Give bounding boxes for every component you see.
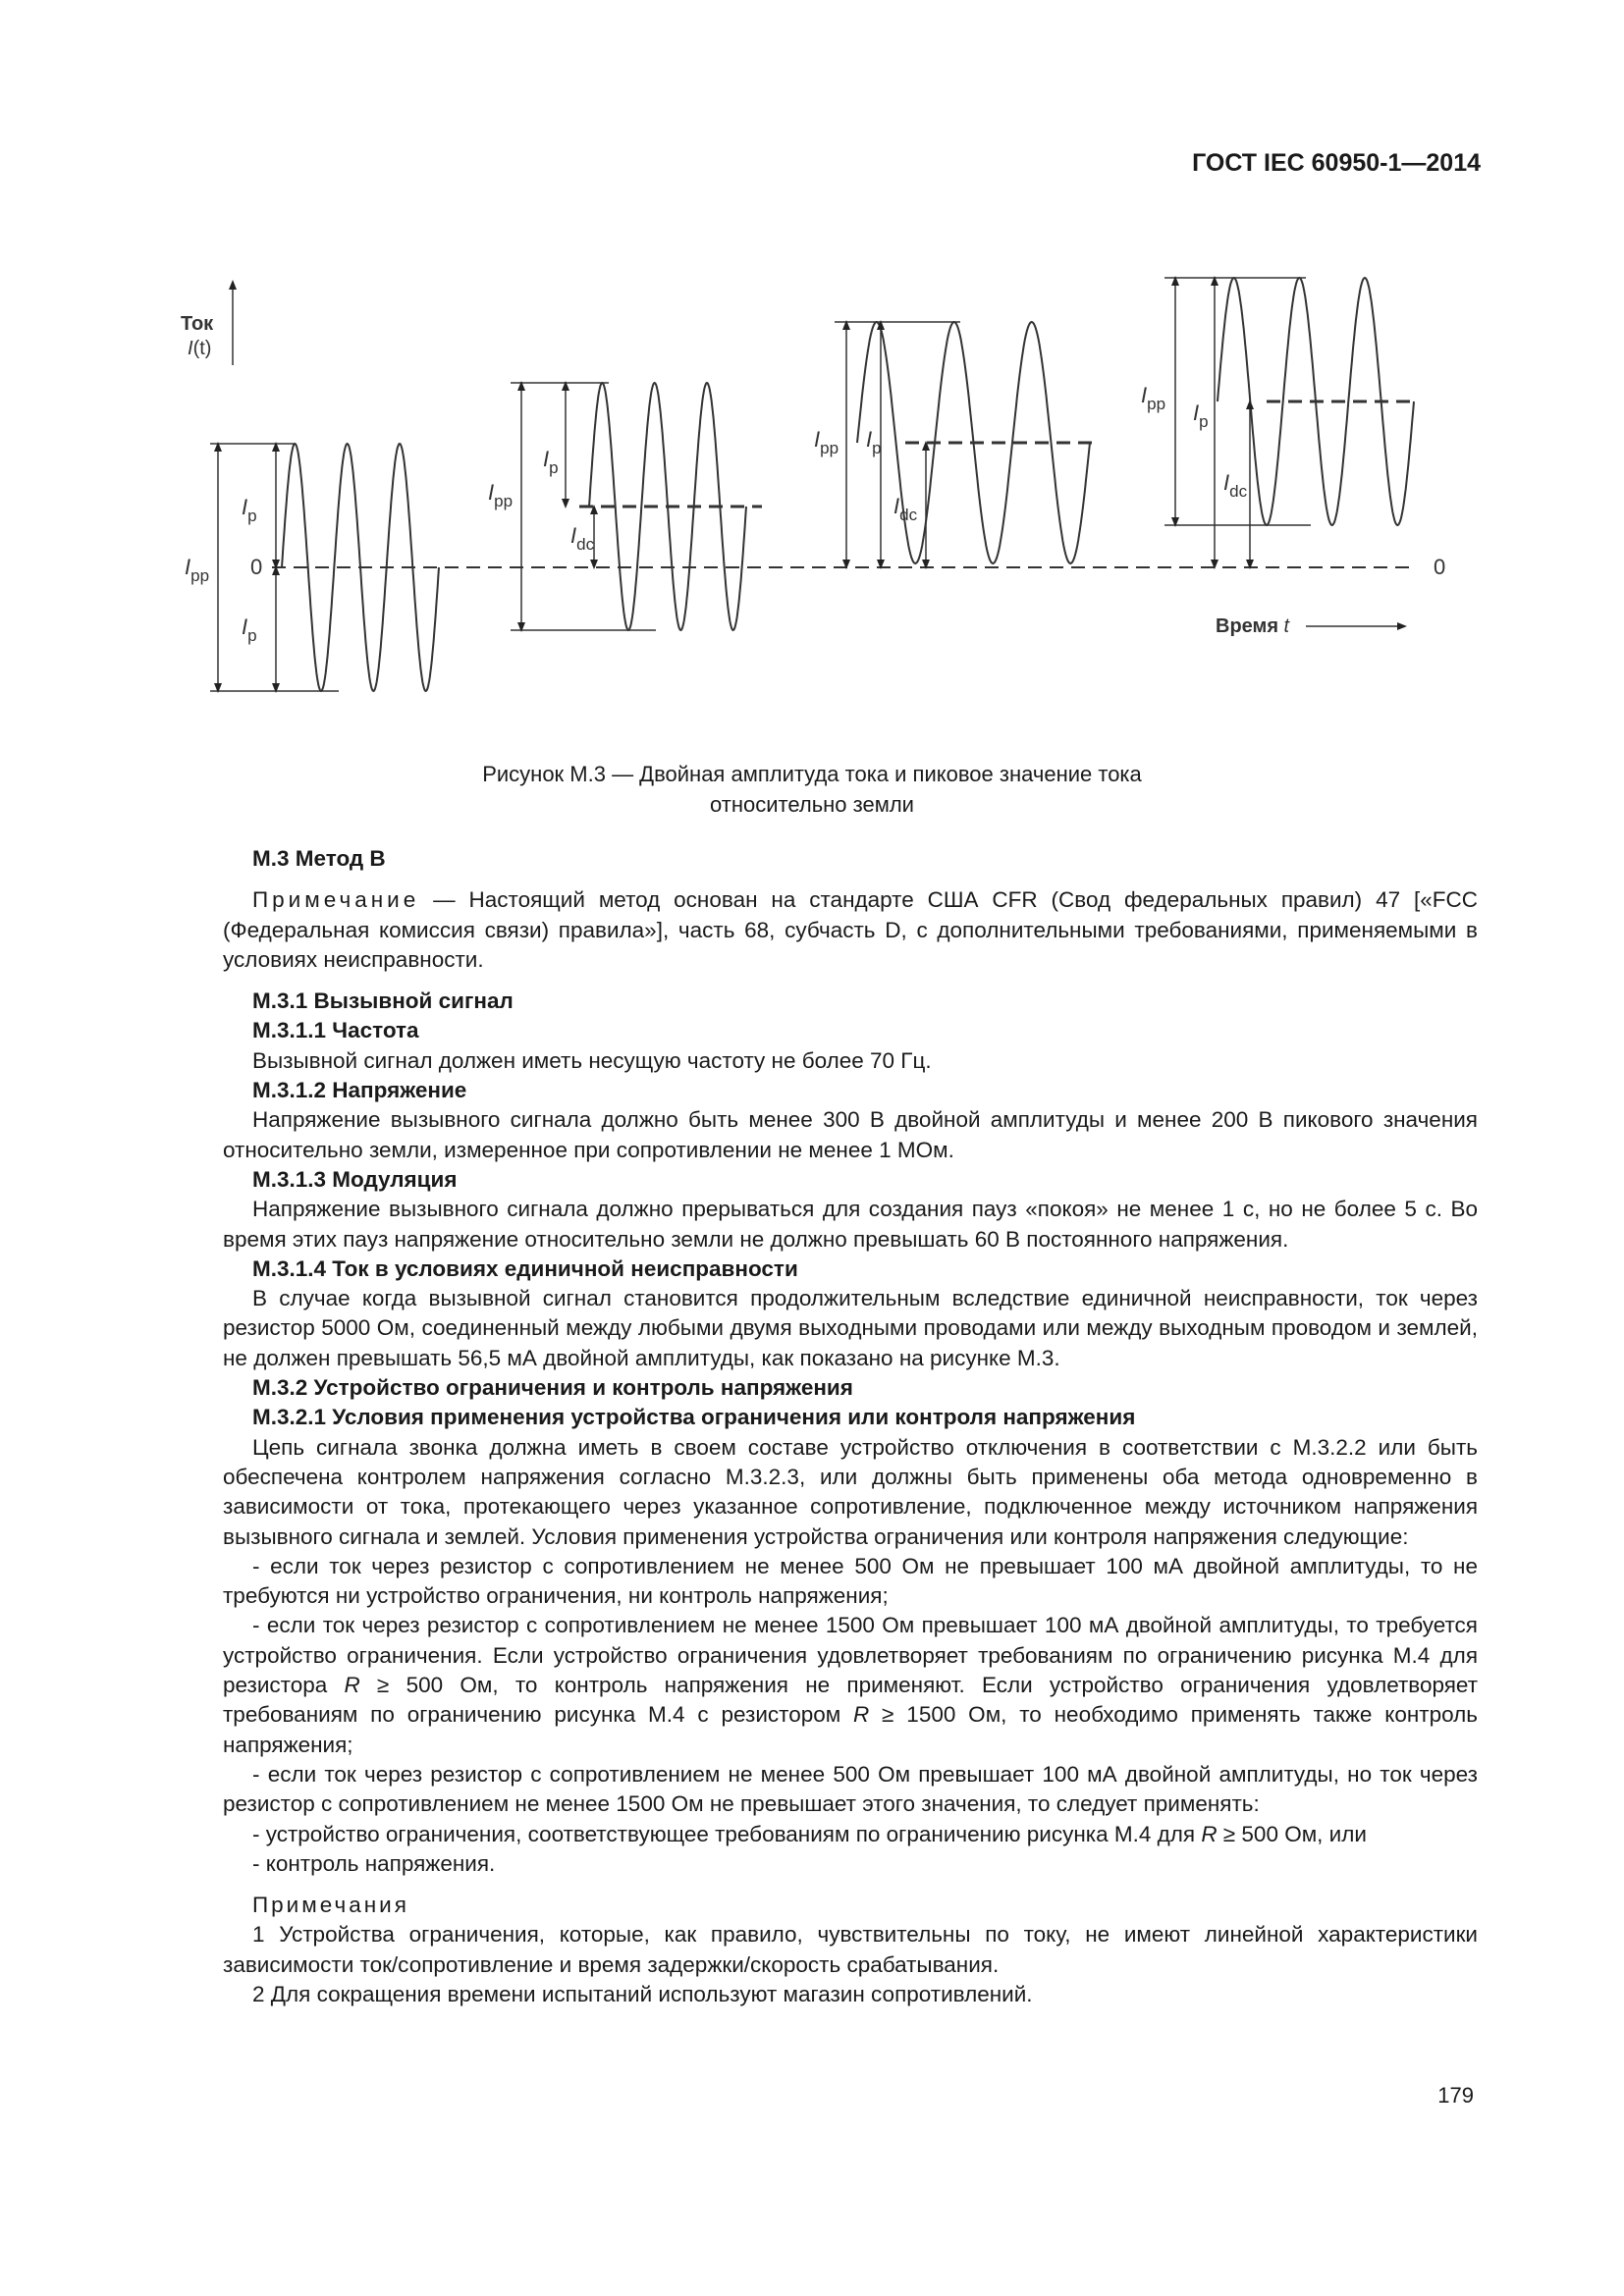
bullet-item: - если ток через резистор с сопротивлением не менее 500 Ом превышает 100 мА двойной амплитуды, но ток через резистор с сопротивлением не менее 1500 Ом не превышает этого значения, то следует применять:	[223, 1761, 1478, 1817]
body-text	[223, 844, 1478, 2009]
sub-bullet-item: - устройство ограничения, соответствующее требованиям по ограничению рисунка М.4 для R ≥ 500 Ом, или	[252, 1821, 1367, 1846]
section-m312-title: М.3.1.2 Напряжение	[252, 1078, 467, 1103]
idc-label: $I_{dc}$	[1223, 470, 1248, 501]
caption-line-1: Рисунок М.3 — Двойная амплитуда тока и пиковое значение тока	[482, 762, 1142, 786]
section-m313-text: Напряжение вызывного сигнала должно прерываться для создания пауз «покоя» не менее 1 с, но не более 5 с. Во время этих пауз напряжение относительно земли не должно превышать 60 В постоянного напряжения.	[223, 1197, 1478, 1252]
notes-label: Примечания	[252, 1893, 409, 1918]
section-m313-title: М.3.1.3 Модуляция	[252, 1166, 458, 1192]
ipp-label: $I_{pp}$	[1141, 383, 1166, 413]
ip-label: $I_p$	[242, 614, 257, 645]
y-axis-symbol: I(t)	[188, 338, 212, 359]
sub-bullet-item: - контроль напряжения.	[252, 1850, 496, 1876]
standard-header: ГОСТ IEC 60950-1—2014	[1192, 149, 1481, 177]
section-m32-title: М.3.2 Устройство ограничения и контроль напряжения	[252, 1375, 853, 1401]
idc-label: $I_{dc}$	[893, 494, 918, 524]
bullet-item: - если ток через резистор с сопротивлением не менее 1500 Ом превышает 100 мА двойной амплитуды, то требуется устройство ограничения. Если устройство ограничения удовлетворяет требованиям по ограничению рисунка М.4 для резистора R ≥ 500 Ом, то контроль напряжения не применяют. Если устройство ограничения удовлетворяет требованиям по ограничению рисунка М.4 с резистором R ≥ 1500 Ом, то необходимо применять также контроль напряжения;	[223, 1613, 1478, 1757]
note-label: Примечание	[252, 887, 420, 913]
ipp-label: $I_{pp}$	[185, 555, 210, 585]
section-m311-title: М.3.1.1 Частота	[252, 1018, 419, 1043]
section-m321-text: Цепь сигнала звонка должна иметь в своем составе устройство отключения в соответствии с М.3.2.2 или быть обеспечена контролем напряжения согласно М.3.2.3, или должны быть применены оба метода одновременно в зависимости от тока, протекающего через указанное сопротивление, подключенное между источником напряжения вызывного сигнала и землей. Условия применения устройства ограничения или контроля напряжения следующие:	[223, 1434, 1478, 1549]
ip-label: $I_p$	[543, 447, 559, 477]
page-number: 179	[1437, 2083, 1474, 2108]
note-text: — Настоящий метод основан на стандарте США CFR (Свод федеральных правил) 47 [«FCC (Федеральная комиссия связи) правила»], часть 68, субчасть D, с дополнительными требованиями, применяемыми в условиях неисправности.	[223, 887, 1478, 972]
note-method-b	[223, 885, 1478, 975]
section-m312-text: Напряжение вызывного сигнала должно быть менее 300 В двойной амплитуды и менее 200 В пикового значения относительно земли, измеренное при сопротивлении не менее 1 МОм.	[223, 1107, 1478, 1162]
section-m311-text: Вызывной сигнал должен иметь несущую частоту не более 70 Гц.	[252, 1047, 932, 1073]
section-m321-title: М.3.2.1 Условия применения устройства ограничения или контроля напряжения	[252, 1405, 1136, 1430]
section-m314-title: М.3.1.4 Ток в условиях единичной неисправности	[252, 1255, 798, 1281]
ipp-label: $I_{pp}$	[814, 427, 839, 457]
section-m314-text: В случае когда вызывной сигнал становится продолжительным вследствие единичной неисправности, ток через резистор 5000 Ом, соединенный между любыми двумя выходными проводами или между выходным проводом и землей, не должен превышать 56,5 мА двойной амплитуды, как показано на рисунке М.3.	[223, 1286, 1478, 1370]
bullet-item: - если ток через резистор с сопротивлением не менее 500 Ом не превышает 100 мА двойной амплитуды, то не требуются ни устройство ограничения, ни контроль напряжения;	[223, 1553, 1478, 1609]
caption-line-2: относительно земли	[710, 792, 914, 817]
section-m3-title: М.3 Метод В	[252, 846, 386, 871]
section-m31-title: М.3.1 Вызывной сигнал	[252, 988, 514, 1014]
ip-label: $I_p$	[242, 495, 257, 525]
y-axis-label: Ток	[181, 313, 214, 335]
figure-caption	[0, 759, 1624, 820]
ip-label: $I_p$	[866, 427, 882, 457]
ip-label: $I_p$	[1193, 400, 1209, 431]
zero-label-right: 0	[1434, 555, 1446, 579]
idc-label: $I_{dc}$	[570, 523, 595, 554]
figure-m3	[0, 0, 1624, 746]
zero-label-left: 0	[250, 555, 263, 579]
note-item: 2 Для сокращения времени испытаний используют магазин сопротивлений.	[252, 1981, 1033, 2006]
note-item: 1 Устройства ограничения, которые, как правило, чувствительны по току, не имеют линейной характеристики зависимости ток/сопротивление и время задержки/скорость срабатывания.	[223, 1922, 1478, 1977]
ipp-label: $I_{pp}$	[488, 480, 514, 510]
time-label: Время t	[1216, 615, 1290, 637]
